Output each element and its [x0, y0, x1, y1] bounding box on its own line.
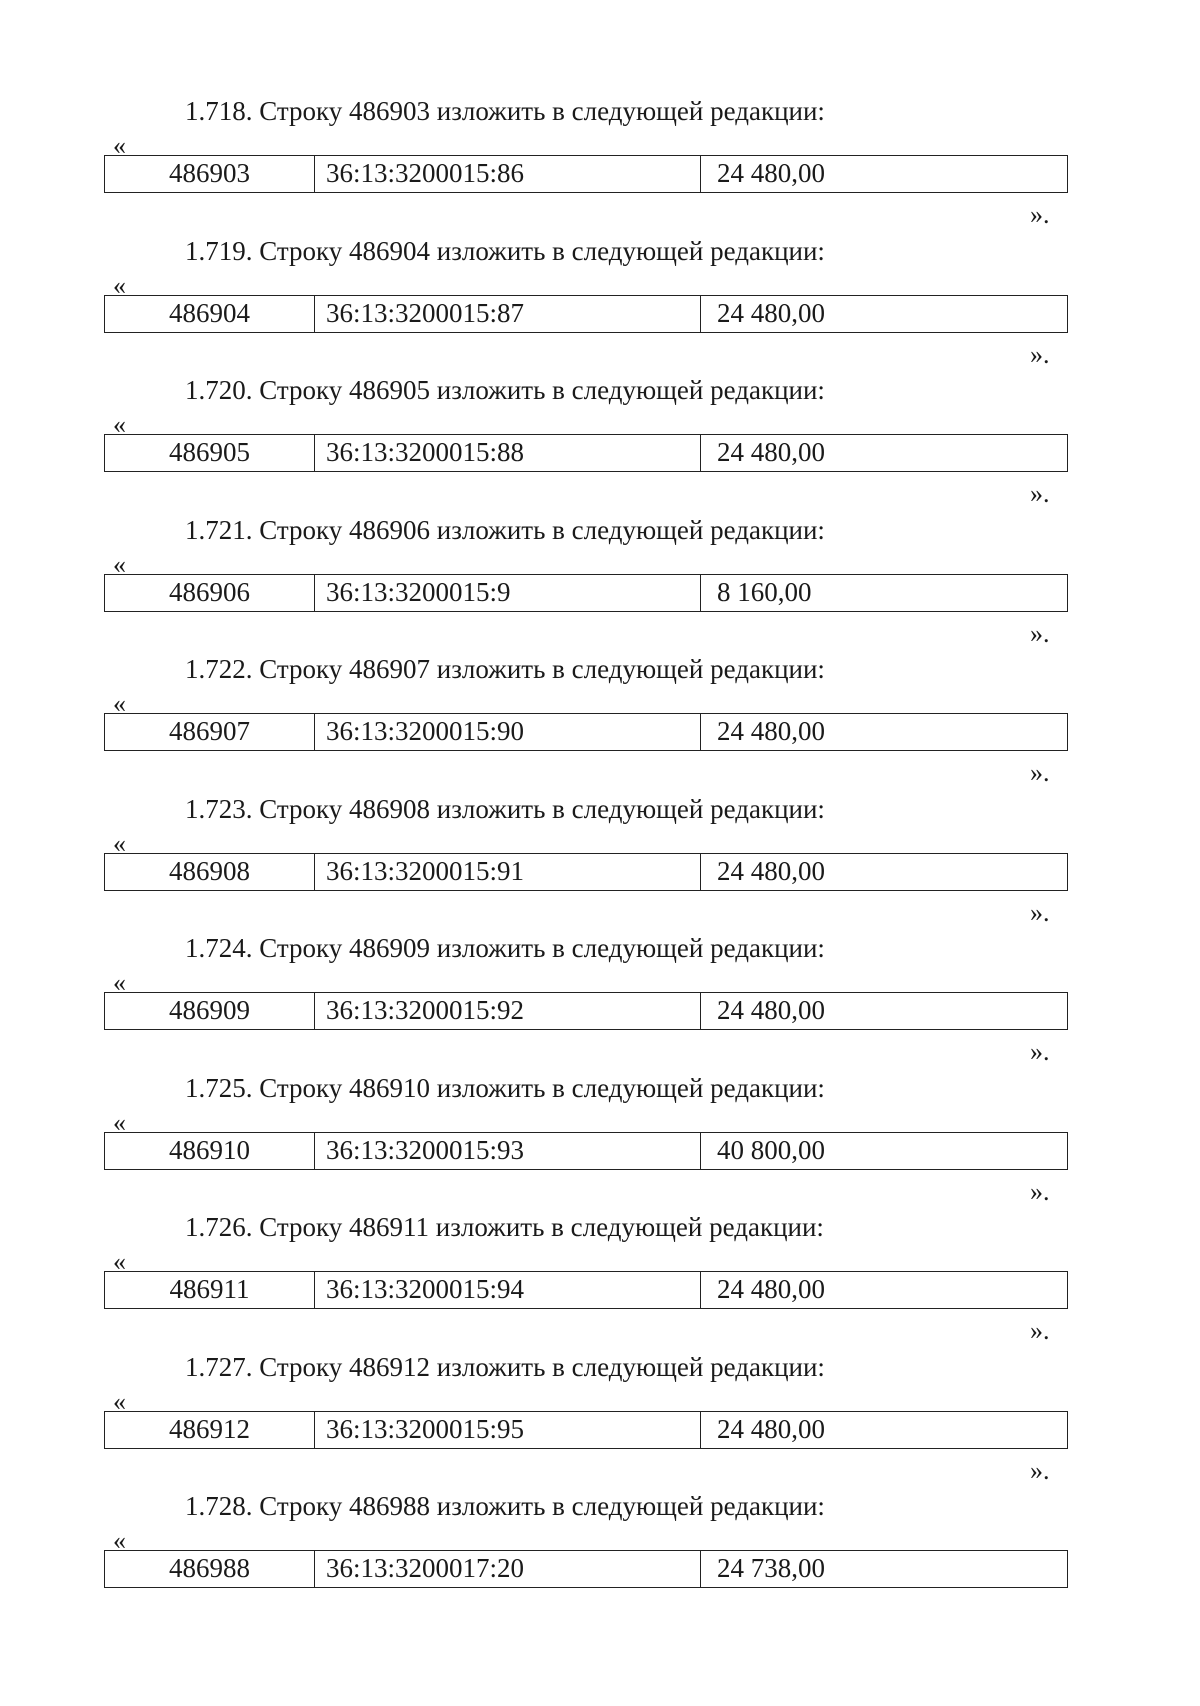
amendment-block [0, 653, 1200, 793]
amendment-block [0, 95, 1200, 235]
row-number-cell: 486906 [105, 575, 315, 611]
opening-quote: « [113, 1526, 126, 1555]
table-row [104, 155, 1068, 193]
cadastral-number-cell: 36:13:3200015:9 [315, 575, 701, 611]
table-row [104, 1271, 1068, 1309]
table-row [104, 295, 1068, 333]
cadastral-number-cell: 36:13:3200015:90 [315, 714, 701, 750]
amendment-block [0, 793, 1200, 933]
amendment-block [0, 235, 1200, 375]
value-cell: 24 480,00 [717, 1413, 825, 1444]
cadastral-number-cell: 36:13:3200015:87 [315, 296, 701, 332]
closing-quote: ». [1030, 618, 1050, 648]
closing-quote: ». [1030, 1455, 1050, 1485]
amendment-heading: 1.723. Строку 486908 изложить в следующей редакции: [185, 793, 825, 824]
cadastral-number-cell: 36:13:3200015:94 [315, 1272, 701, 1308]
amendment-heading: 1.722. Строку 486907 изложить в следующей редакции: [185, 654, 825, 684]
value-cell: 24 480,00 [717, 716, 825, 746]
amendment-heading: 1.724. Строку 486909 изложить в следующей редакции: [185, 933, 825, 963]
opening-quote: « [113, 828, 126, 858]
value-cell: 24 480,00 [717, 995, 825, 1025]
amendment-heading: 1.719. Строку 486904 изложить в следующей редакции: [185, 235, 825, 266]
row-number-cell: 486911 [105, 1272, 315, 1308]
opening-quote: « [113, 1107, 126, 1137]
closing-quote: ». [1030, 1176, 1050, 1206]
cadastral-number-cell: 36:13:3200015:95 [315, 1412, 701, 1448]
opening-quote: « [113, 410, 126, 439]
cadastral-number-cell: 36:13:3200015:86 [315, 156, 701, 192]
closing-quote: ». [1030, 758, 1050, 787]
row-number-cell: 486904 [105, 296, 315, 332]
value-cell: 24 480,00 [717, 297, 825, 328]
opening-quote: « [113, 1247, 126, 1276]
cadastral-number-cell: 36:13:3200017:20 [315, 1551, 701, 1587]
table-row [104, 574, 1068, 612]
amendment-heading: 1.725. Строку 486910 изложить в следующей редакции: [185, 1072, 825, 1103]
value-cell: 24 738,00 [717, 1553, 825, 1583]
row-number-cell: 486909 [105, 993, 315, 1029]
value-cell: 24 480,00 [717, 437, 825, 467]
closing-quote: ». [1030, 1316, 1050, 1345]
table-row [104, 1550, 1068, 1588]
amendment-heading: 1.720. Строку 486905 изложить в следующей редакции: [185, 375, 825, 405]
amendment-block [0, 514, 1200, 654]
closing-quote: ». [1030, 200, 1050, 229]
value-cell: 24 480,00 [717, 1274, 825, 1304]
row-number-cell: 486907 [105, 714, 315, 750]
value-cell: 24 480,00 [717, 855, 825, 886]
value-cell: 24 480,00 [717, 158, 825, 188]
amendment-heading: 1.726. Строку 486911 изложить в следующей редакции: [185, 1212, 824, 1242]
closing-quote: ». [1030, 339, 1050, 369]
table-row [104, 434, 1068, 472]
amendment-heading: 1.718. Строку 486903 изложить в следующей редакции: [185, 96, 825, 126]
row-number-cell: 486912 [105, 1412, 315, 1448]
amendment-block [0, 1211, 1200, 1351]
table-row [104, 1132, 1068, 1170]
opening-quote: « [113, 549, 126, 579]
row-number-cell: 486988 [105, 1551, 315, 1587]
cadastral-number-cell: 36:13:3200015:91 [315, 854, 701, 890]
closing-quote: ». [1030, 1037, 1050, 1066]
closing-quote: ». [1030, 479, 1050, 508]
amendment-block [0, 1072, 1200, 1212]
cadastral-number-cell: 36:13:3200015:92 [315, 993, 701, 1029]
amendment-block [0, 932, 1200, 1072]
opening-quote: « [113, 270, 126, 300]
amendment-block [0, 1490, 1200, 1630]
table-row [104, 853, 1068, 891]
value-cell: 8 160,00 [717, 576, 812, 607]
row-number-cell: 486905 [105, 435, 315, 471]
amendment-heading: 1.721. Строку 486906 изложить в следующей редакции: [185, 514, 825, 545]
opening-quote: « [113, 1386, 126, 1416]
cadastral-number-cell: 36:13:3200015:88 [315, 435, 701, 471]
amendment-heading: 1.728. Строку 486988 изложить в следующей редакции: [185, 1491, 825, 1521]
closing-quote: ». [1030, 897, 1050, 927]
cadastral-number-cell: 36:13:3200015:93 [315, 1133, 701, 1169]
table-row [104, 1411, 1068, 1449]
opening-quote: « [113, 131, 126, 160]
amendment-block [0, 1351, 1200, 1491]
opening-quote: « [113, 689, 126, 718]
opening-quote: « [113, 968, 126, 997]
row-number-cell: 486910 [105, 1133, 315, 1169]
table-row [104, 713, 1068, 751]
row-number-cell: 486908 [105, 854, 315, 890]
row-number-cell: 486903 [105, 156, 315, 192]
amendment-block [0, 374, 1200, 514]
value-cell: 40 800,00 [717, 1134, 825, 1165]
table-row [104, 992, 1068, 1030]
amendment-heading: 1.727. Строку 486912 изложить в следующей редакции: [185, 1351, 825, 1382]
